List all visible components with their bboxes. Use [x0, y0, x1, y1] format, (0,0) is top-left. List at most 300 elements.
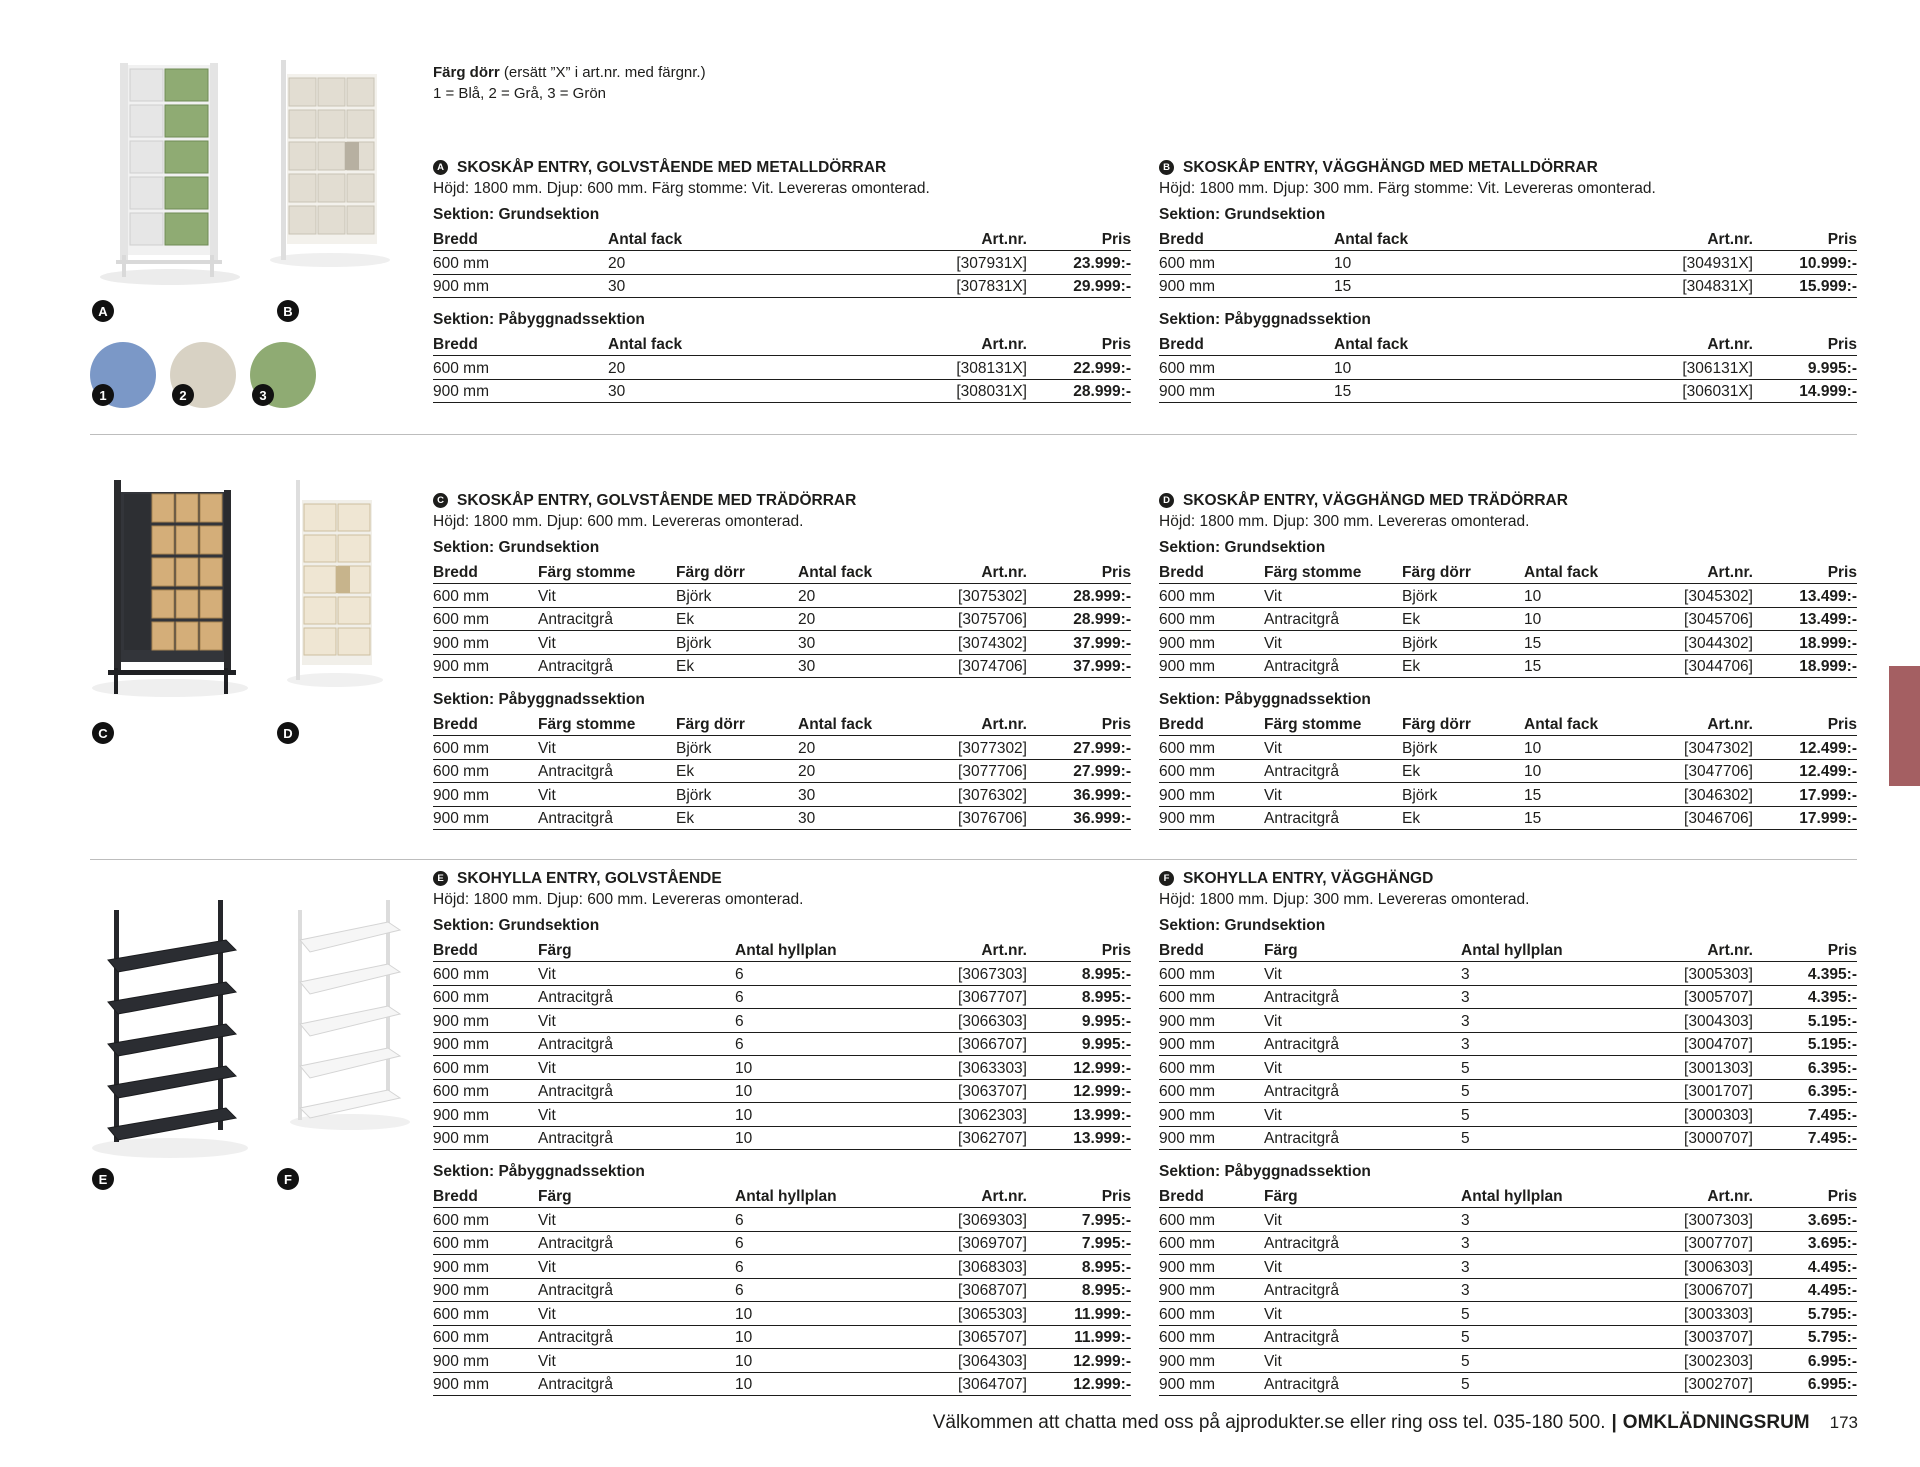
cell-bredd: 600 mm [1159, 359, 1215, 377]
header-pris: Pris [1101, 231, 1131, 248]
cell-col2: Antracitgrå [1264, 611, 1339, 628]
product-label-a: A [92, 300, 114, 322]
cell-artnr: [3045302] [1684, 587, 1753, 605]
cell-col4: 20 [798, 611, 816, 628]
product-label-c: C [92, 722, 114, 744]
cell-pris: 13.999:- [1073, 1106, 1131, 1124]
cell-bredd: 900 mm [1159, 278, 1215, 295]
cell-bredd: 900 mm [433, 786, 489, 804]
cell-pris: 4.495:- [1807, 1258, 1857, 1276]
cell-bredd: 600 mm [433, 254, 489, 272]
table-row [1159, 631, 1857, 655]
section-heading-pabyggnad: Sektion: Påbyggnadssektion [433, 1163, 645, 1180]
price-table [1159, 938, 1857, 1150]
cell-col2: Vit [538, 786, 556, 804]
header-artnr: Art.nr. [981, 716, 1027, 733]
cell-col2: 20 [608, 254, 626, 272]
product-title-text: SKOSKÅP ENTRY, VÄGGHÄNGD MED TRÄDÖRRAR [1183, 492, 1568, 509]
cell-col4: 15 [1524, 634, 1542, 652]
cell-artnr: [3007707] [1684, 1235, 1753, 1252]
cell-col3: Björk [676, 786, 712, 804]
cell-artnr: [3064707] [958, 1376, 1027, 1393]
header-cell-col3: Färg dörr [676, 716, 745, 733]
price-table [433, 227, 1131, 298]
price-table [433, 332, 1131, 403]
cell-bredd: 900 mm [1159, 810, 1215, 827]
door-color-options: 1 = Blå, 2 = Grå, 3 = Grön [433, 85, 607, 102]
cell-pris: 22.999:- [1073, 359, 1131, 377]
table-row [433, 1103, 1131, 1127]
header-cell-col4: Antal fack [1524, 564, 1599, 581]
cell-col4: 15 [1524, 786, 1542, 804]
header-cell-bredd: Bredd [1159, 1188, 1204, 1205]
header-pris: Pris [1101, 336, 1131, 353]
section-heading-grund: Sektion: Grundsektion [1159, 917, 1326, 934]
header-cell-col2: Färg stomme [1264, 564, 1362, 581]
cell-pris: 18.999:- [1799, 658, 1857, 675]
cell-artnr: [3062707] [958, 1130, 1027, 1147]
cell-pris: 9.995:- [1081, 1012, 1131, 1030]
product-description: Höjd: 1800 mm. Djup: 600 mm. Färg stomme: Vit. Levereras omonterad. [433, 180, 930, 197]
cell-bredd: 900 mm [1159, 658, 1215, 675]
table-row [433, 1056, 1131, 1080]
cell-artnr: [3044302] [1684, 634, 1753, 652]
cell-col2: Vit [538, 1059, 556, 1077]
cell-pris: 9.995:- [1081, 1036, 1131, 1053]
cell-artnr: [3063303] [958, 1059, 1027, 1077]
table-row [1159, 380, 1857, 404]
cell-bredd: 900 mm [433, 1130, 489, 1147]
cell-bredd: 600 mm [433, 611, 489, 628]
header-artnr: Art.nr. [1707, 564, 1753, 581]
product-image-c [100, 480, 240, 700]
cell-col3: 3 [1461, 1012, 1470, 1030]
chapter-tab [1889, 666, 1920, 786]
cell-col3: Ek [1402, 763, 1421, 780]
cell-bredd: 900 mm [433, 1106, 489, 1124]
table-row [1159, 1127, 1857, 1151]
cell-col4: 30 [798, 658, 816, 675]
header-cell-bredd: Bredd [1159, 942, 1204, 959]
cell-col3: 3 [1461, 1036, 1470, 1053]
table-row [433, 1033, 1131, 1057]
header-pris: Pris [1101, 942, 1131, 959]
product-description: Höjd: 1800 mm. Djup: 600 mm. Levereras omonterad. [433, 891, 804, 908]
header-cell-bredd: Bredd [433, 1188, 478, 1205]
cell-col3: Björk [1402, 587, 1438, 605]
table-row [1159, 584, 1857, 608]
product-label-e: E [92, 1168, 114, 1190]
cell-pris: 28.999:- [1073, 383, 1131, 400]
cell-col3: 6 [735, 1282, 744, 1299]
cell-artnr: [3075302] [958, 587, 1027, 605]
table-row [1159, 356, 1857, 380]
header-cell-col3: Antal hyllplan [1461, 1188, 1563, 1205]
cell-artnr: [3005303] [1684, 965, 1753, 983]
cell-col3: 5 [1461, 1130, 1470, 1147]
product-title [433, 157, 1131, 178]
header-pris: Pris [1827, 942, 1857, 959]
cell-bredd: 600 mm [433, 989, 489, 1006]
section-heading-grund: Sektion: Grundsektion [1159, 206, 1326, 223]
cell-bredd: 900 mm [1159, 1282, 1215, 1299]
cell-pris: 7.995:- [1081, 1235, 1131, 1252]
cell-artnr: [3005707] [1684, 989, 1753, 1006]
table-row [1159, 962, 1857, 986]
cell-col4: 20 [798, 587, 816, 605]
cell-pris: 12.999:- [1073, 1352, 1131, 1370]
cell-pris: 8.995:- [1081, 965, 1131, 983]
header-pris: Pris [1101, 564, 1131, 581]
header-artnr: Art.nr. [1707, 336, 1753, 353]
cell-col4: 20 [798, 739, 816, 757]
product-block-b [1159, 157, 1857, 403]
table-row [1159, 1103, 1857, 1127]
product-label-f: F [277, 1168, 299, 1190]
table-row [433, 631, 1131, 655]
cell-col3: Ek [1402, 611, 1421, 628]
table-row [1159, 655, 1857, 679]
cell-pris: 6.995:- [1807, 1352, 1857, 1370]
cell-col2: Antracitgrå [1264, 1235, 1339, 1252]
cell-col3: 6 [735, 1235, 744, 1252]
cell-col3: 5 [1461, 1352, 1470, 1370]
cell-artnr: [3046706] [1684, 810, 1753, 827]
cell-pris: 8.995:- [1081, 1258, 1131, 1276]
cell-col2: 15 [1334, 278, 1352, 295]
cell-pris: 27.999:- [1073, 739, 1131, 757]
cell-bredd: 900 mm [433, 1282, 489, 1299]
table-row [433, 807, 1131, 831]
cell-pris: 14.999:- [1799, 383, 1857, 400]
table-header [1159, 227, 1857, 251]
cell-col2: Antracitgrå [538, 1083, 613, 1100]
cell-col3: Ek [676, 763, 695, 780]
header-cell-bredd: Bredd [1159, 716, 1204, 733]
cell-bredd: 900 mm [1159, 634, 1215, 652]
cell-col2: Vit [538, 1352, 556, 1370]
cell-col3: Ek [676, 658, 695, 675]
product-title [1159, 868, 1857, 889]
section-heading-pabyggnad: Sektion: Påbyggnadssektion [433, 311, 645, 328]
cell-col2: Vit [1264, 1211, 1282, 1229]
header-pris: Pris [1827, 716, 1857, 733]
cell-col2: Antracitgrå [1264, 1130, 1339, 1147]
price-table [433, 560, 1131, 678]
product-title [433, 868, 1131, 889]
table-row [433, 1208, 1131, 1232]
cell-col3: 3 [1461, 1235, 1470, 1252]
section-heading-grund: Sektion: Grundsektion [433, 917, 600, 934]
cell-col3: 3 [1461, 1258, 1470, 1276]
cell-col2: Antracitgrå [538, 1376, 613, 1393]
page-footer [933, 1410, 1858, 1436]
cell-bredd: 900 mm [433, 1376, 489, 1393]
header-cell-col3: Antal hyllplan [735, 1188, 837, 1205]
table-row [1159, 1232, 1857, 1256]
cell-artnr: [304831X] [1682, 278, 1753, 295]
cell-artnr: [3063707] [958, 1083, 1027, 1100]
cell-col3: 3 [1461, 1282, 1470, 1299]
product-title [433, 490, 1131, 511]
cell-pris: 5.195:- [1807, 1012, 1857, 1030]
cell-col2: Vit [1264, 965, 1282, 983]
table-row [433, 1127, 1131, 1151]
cell-col2: Antracitgrå [1264, 1329, 1339, 1346]
cell-pris: 28.999:- [1073, 611, 1131, 628]
header-cell-col2: Färg [538, 942, 572, 959]
cell-artnr: [3047706] [1684, 763, 1753, 780]
cell-col2: Vit [538, 1258, 556, 1276]
cell-artnr: [3044706] [1684, 658, 1753, 675]
cell-artnr: [3006303] [1684, 1258, 1753, 1276]
cell-col4: 10 [1524, 739, 1542, 757]
cell-col3: 10 [735, 1376, 753, 1393]
table-row [1159, 608, 1857, 632]
cell-artnr: [3045706] [1684, 611, 1753, 628]
product-title-text: SKOSKÅP ENTRY, GOLVSTÅENDE MED TRÄDÖRRAR [457, 492, 857, 509]
cell-artnr: [3047302] [1684, 739, 1753, 757]
cell-bredd: 600 mm [1159, 587, 1215, 605]
cell-col3: Björk [676, 634, 712, 652]
product-letter-badge: F [1159, 871, 1174, 886]
cell-pris: 12.499:- [1799, 763, 1857, 780]
header-cell-col4: Antal fack [798, 564, 873, 581]
table-row [433, 356, 1131, 380]
header-cell-col2: Antal fack [1334, 336, 1409, 353]
cell-pris: 6.395:- [1807, 1059, 1857, 1077]
cell-pris: 27.999:- [1073, 763, 1131, 780]
cell-bredd: 600 mm [433, 1305, 489, 1323]
section-heading-pabyggnad: Sektion: Påbyggnadssektion [1159, 691, 1371, 708]
table-row [1159, 1373, 1857, 1397]
cell-bredd: 600 mm [1159, 254, 1215, 272]
cell-col4: 10 [1524, 763, 1542, 780]
cell-pris: 5.195:- [1807, 1036, 1857, 1053]
header-cell-col3: Antal hyllplan [1461, 942, 1563, 959]
table-row [1159, 275, 1857, 299]
table-row [433, 1279, 1131, 1303]
price-table [433, 712, 1131, 830]
cell-col3: 6 [735, 965, 744, 983]
product-title-text: SKOHYLLA ENTRY, VÄGGHÄNGD [1183, 870, 1434, 887]
table-header [1159, 332, 1857, 356]
cell-bredd: 900 mm [1159, 1258, 1215, 1276]
table-row [1159, 1302, 1857, 1326]
cell-col2: 30 [608, 278, 626, 295]
table-row [1159, 760, 1857, 784]
cell-artnr: [3046302] [1684, 786, 1753, 804]
cell-col2: Vit [1264, 739, 1282, 757]
header-cell-col3: Antal hyllplan [735, 942, 837, 959]
cell-artnr: [3077302] [958, 739, 1027, 757]
cell-pris: 8.995:- [1081, 989, 1131, 1006]
product-image-a [110, 55, 230, 285]
cell-col4: 20 [798, 763, 816, 780]
section-heading-grund: Sektion: Grundsektion [433, 539, 600, 556]
product-label-d: D [277, 722, 299, 744]
product-letter-badge: B [1159, 160, 1174, 175]
product-image-e [100, 900, 240, 1160]
cell-col2: Antracitgrå [538, 1329, 613, 1346]
table-row [1159, 783, 1857, 807]
cell-pris: 7.995:- [1081, 1211, 1131, 1229]
section-heading-pabyggnad: Sektion: Påbyggnadssektion [1159, 1163, 1371, 1180]
header-cell-col2: Antal fack [608, 336, 683, 353]
product-block-e [433, 868, 1131, 1396]
cell-col3: Björk [676, 587, 712, 605]
cell-bredd: 600 mm [433, 1211, 489, 1229]
cell-col3: 10 [735, 1352, 753, 1370]
cell-col2: 15 [1334, 383, 1352, 400]
cell-pris: 12.999:- [1073, 1059, 1131, 1077]
table-header [433, 712, 1131, 736]
cell-artnr: [3074302] [958, 634, 1027, 652]
cell-col3: 3 [1461, 989, 1470, 1006]
cell-artnr: [3065707] [958, 1329, 1027, 1346]
table-row [433, 986, 1131, 1010]
table-row [1159, 1208, 1857, 1232]
cell-bredd: 600 mm [1159, 739, 1215, 757]
cell-col2: Antracitgrå [538, 1036, 613, 1053]
cell-pris: 11.999:- [1074, 1305, 1131, 1323]
cell-col2: Vit [1264, 587, 1282, 605]
header-pris: Pris [1101, 716, 1131, 733]
product-description: Höjd: 1800 mm. Djup: 600 mm. Levereras omonterad. [433, 513, 804, 530]
cell-artnr: [3003707] [1684, 1329, 1753, 1346]
table-row [1159, 1080, 1857, 1104]
cell-bredd: 600 mm [433, 739, 489, 757]
table-row [1159, 1255, 1857, 1279]
header-cell-col2: Färg stomme [538, 564, 636, 581]
product-description: Höjd: 1800 mm. Djup: 300 mm. Färg stomme: Vit. Levereras omonterad. [1159, 180, 1656, 197]
header-cell-col2: Färg [1264, 1188, 1298, 1205]
table-header [1159, 560, 1857, 584]
header-cell-bredd: Bredd [433, 564, 478, 581]
header-pris: Pris [1827, 231, 1857, 248]
cell-col2: Antracitgrå [1264, 810, 1339, 827]
cell-pris: 4.395:- [1807, 965, 1857, 983]
product-block-f [1159, 868, 1857, 1396]
header-cell-bredd: Bredd [433, 231, 478, 248]
cell-col2: Vit [538, 1106, 556, 1124]
door-color-note [433, 62, 706, 104]
cell-bredd: 900 mm [433, 383, 489, 400]
header-cell-bredd: Bredd [433, 942, 478, 959]
cell-bredd: 900 mm [433, 1036, 489, 1053]
cell-pris: 37.999:- [1073, 658, 1131, 675]
cell-artnr: [3007303] [1684, 1211, 1753, 1229]
header-artnr: Art.nr. [981, 942, 1027, 959]
cell-col2: Antracitgrå [538, 989, 613, 1006]
table-row [1159, 251, 1857, 275]
cell-artnr: [3001303] [1684, 1059, 1753, 1077]
header-cell-bredd: Bredd [1159, 336, 1204, 353]
cell-bredd: 900 mm [1159, 1352, 1215, 1370]
cell-pris: 7.495:- [1807, 1130, 1857, 1147]
product-image-b [275, 60, 385, 270]
cell-artnr: [3076706] [958, 810, 1027, 827]
cell-col2: Vit [538, 587, 556, 605]
cell-col2: 10 [1334, 359, 1352, 377]
cell-col4: 15 [1524, 810, 1542, 827]
cell-artnr: [308131X] [956, 359, 1027, 377]
header-cell-col2: Antal fack [1334, 231, 1409, 248]
cell-bredd: 600 mm [433, 587, 489, 605]
cell-col3: 10 [735, 1130, 753, 1147]
product-letter-badge: A [433, 160, 448, 175]
header-cell-col3: Färg dörr [1402, 716, 1471, 733]
header-cell-col3: Färg dörr [676, 564, 745, 581]
table-header [433, 938, 1131, 962]
cell-pris: 23.999:- [1073, 254, 1131, 272]
cell-col2: Antracitgrå [538, 810, 613, 827]
cell-col3: 10 [735, 1106, 753, 1124]
table-row [433, 1349, 1131, 1373]
door-color-instruction: (ersätt ”X” i art.nr. med färgnr.) [503, 64, 706, 81]
cell-bredd: 600 mm [433, 1329, 489, 1346]
cell-bredd: 600 mm [1159, 1329, 1215, 1346]
cell-artnr: [3000707] [1684, 1130, 1753, 1147]
cell-pris: 12.499:- [1799, 739, 1857, 757]
cell-bredd: 900 mm [1159, 786, 1215, 804]
header-pris: Pris [1101, 1188, 1131, 1205]
cell-col3: 6 [735, 1258, 744, 1276]
cell-col2: Antracitgrå [1264, 989, 1339, 1006]
cell-col3: 10 [735, 1305, 753, 1323]
cell-bredd: 900 mm [1159, 1376, 1215, 1393]
cell-col2: Antracitgrå [1264, 1282, 1339, 1299]
header-cell-col2: Färg stomme [538, 716, 636, 733]
cell-pris: 12.999:- [1073, 1083, 1131, 1100]
cell-col2: Antracitgrå [1264, 763, 1339, 780]
table-header [1159, 938, 1857, 962]
cell-bredd: 600 mm [433, 1059, 489, 1077]
cell-bredd: 600 mm [1159, 611, 1215, 628]
cell-artnr: [3000303] [1684, 1106, 1753, 1124]
product-label-b: B [277, 300, 299, 322]
cell-bredd: 600 mm [1159, 965, 1215, 983]
cell-artnr: [3075706] [958, 611, 1027, 628]
cell-col2: 30 [608, 383, 626, 400]
table-row [433, 1373, 1131, 1397]
price-table [1159, 227, 1857, 298]
header-artnr: Art.nr. [981, 564, 1027, 581]
cell-bredd: 600 mm [433, 1083, 489, 1100]
table-row [1159, 986, 1857, 1010]
header-artnr: Art.nr. [1707, 716, 1753, 733]
section-heading-pabyggnad: Sektion: Påbyggnadssektion [433, 691, 645, 708]
cell-col2: 10 [1334, 254, 1352, 272]
cell-col4: 30 [798, 786, 816, 804]
cell-artnr: [306031X] [1682, 383, 1753, 400]
cell-col3: 5 [1461, 1106, 1470, 1124]
cell-artnr: [3074706] [958, 658, 1027, 675]
cell-col2: Antracitgrå [538, 1130, 613, 1147]
product-title [1159, 490, 1857, 511]
cell-pris: 15.999:- [1799, 278, 1857, 295]
cell-bredd: 900 mm [433, 658, 489, 675]
cell-artnr: [3068707] [958, 1282, 1027, 1299]
cell-col2: Vit [1264, 1106, 1282, 1124]
section-heading-grund: Sektion: Grundsektion [1159, 539, 1326, 556]
cell-bredd: 600 mm [433, 763, 489, 780]
cell-bredd: 600 mm [1159, 989, 1215, 1006]
table-row [1159, 1009, 1857, 1033]
table-row [1159, 1056, 1857, 1080]
cell-col3: 5 [1461, 1376, 1470, 1393]
table-header [1159, 1184, 1857, 1208]
